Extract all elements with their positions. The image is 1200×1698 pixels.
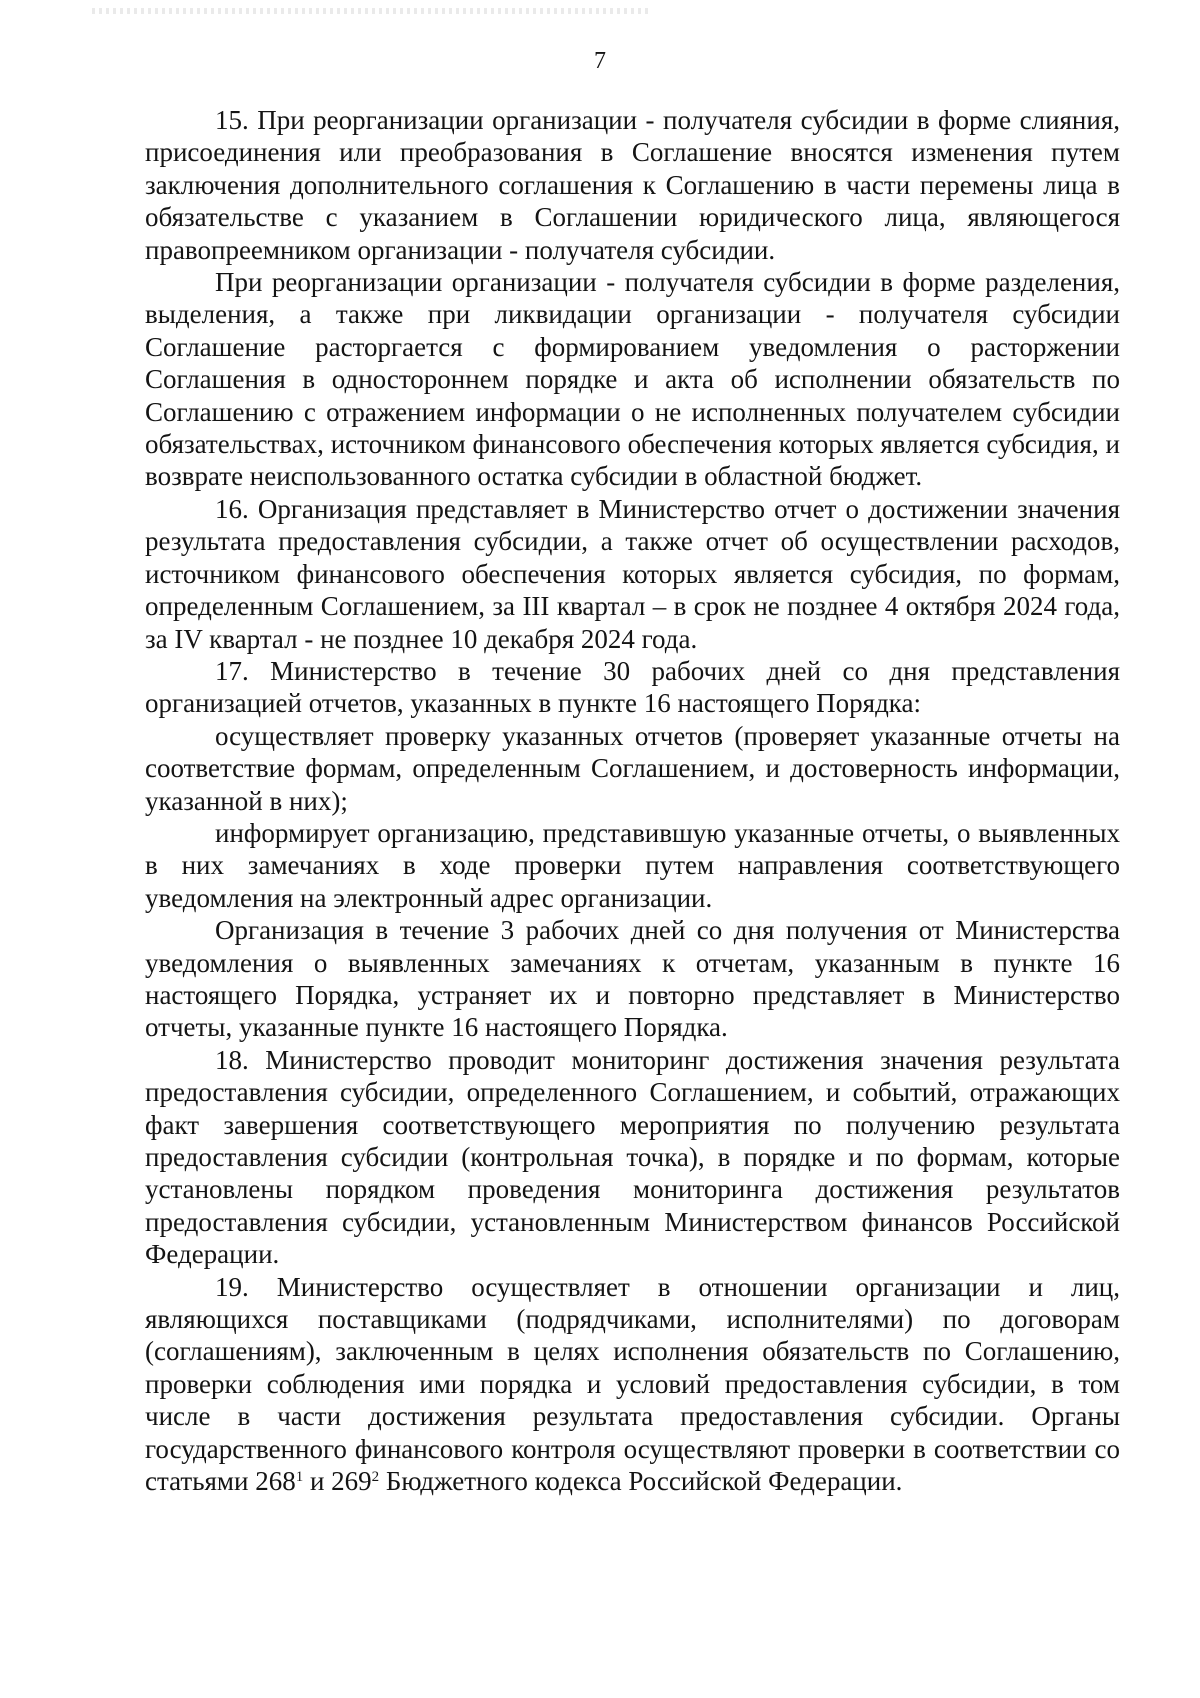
paragraph-17-item-check: осуществляет проверку указанных отчетов (проверяет указанные отчеты на соответствие формам, определенным Соглашением, и достоверность информации, указанной в них); bbox=[145, 720, 1120, 816]
superscript-268: 1 bbox=[295, 1469, 304, 1486]
paragraph-15-continuation: При реорганизации организации - получателя субсидии в форме разделения, выделения, а также при ликвидации организации - получателя субсидии Соглашение расторгается с формированием уведомления о расторжении Соглашения в одностороннем порядке и акта об исполнении обязательств по Соглашению с отражением информации о не исполненных получателем субсидии обязательствах, источником финансового обеспечения которых является субсидия, и возврате неиспользованного остатка субсидии в областной бюджет. bbox=[145, 267, 1120, 492]
superscript-269: 2 bbox=[371, 1469, 380, 1486]
scan-artifact bbox=[92, 8, 652, 14]
paragraph-18: 18. Министерство проводит мониторинг достижения значения результата предоставления субсидии, определенного Соглашением, и событий, отражающих факт завершения соответствующего мероприятия по получению результата предоставления субсидии (контрольная точка), в порядке и по формам, которые установлены порядком проведения мониторинга достижения результатов предоставления субсидии, установленным Министерством финансов Российской Федерации. bbox=[145, 1044, 1120, 1270]
page-number: 7 bbox=[594, 48, 606, 74]
paragraph-16: 16. Организация представляет в Министерство отчет о достижении значения результата предоставления субсидии, а также отчет об осуществлении расходов, источником финансового обеспечения которых является субсидия, по формам, определенным Соглашением, за III квартал – в срок не позднее 4 октября 2024 года, за IV квартал - не позднее 10 декабря 2024 года. bbox=[145, 493, 1120, 654]
paragraph-17-correction: Организация в течение 3 рабочих дней со дня получения от Министерства уведомления о выявленных замечаниях к отчетам, указанным в пункте 16 настоящего Порядка, устраняет их и повторно представляет в Министерство отчеты, указанные пункте 16 настоящего Порядка. bbox=[145, 915, 1120, 1043]
paragraph-19 bbox=[145, 1271, 1120, 1498]
paragraph-17-item-inform: информирует организацию, представившую указанные отчеты, о выявленных в них замечаниях в ходе проверки путем направления соответствующего уведомления на электронный адрес организации. bbox=[145, 817, 1120, 913]
paragraph-19-text-middle: и 269 bbox=[303, 1466, 372, 1497]
paragraph-19-text-end: Бюджетного кодекса Российской Федерации. bbox=[379, 1466, 903, 1497]
paragraph-15: 15. При реорганизации организации - получателя субсидии в форме слияния, присоединения или преобразования в Соглашение вносятся изменения путем заключения дополнительного соглашения к Соглашению в части перемены лица в обязательстве с указанием в Соглашении юридического лица, являющегося правопреемником организации - получателя субсидии. bbox=[145, 105, 1120, 265]
paragraph-17: 17. Министерство в течение 30 рабочих дней со дня представления организацией отчетов, указанных в пункте 16 настоящего Порядка: bbox=[145, 655, 1120, 719]
document-body bbox=[145, 104, 1120, 1497]
paragraph-19-text-start: 19. Министерство осуществляет в отношении организации и лиц, являющихся поставщиками (подрядчиками, исполнителями) по договорам (соглашениям), заключенным в целях исполнения обязательств по Соглашению, проверки соблюдения ими порядка и условий предоставления субсидии, в том числе в части достижения результата предоставления субсидии. Органы государственного финансового контроля осуществляют проверки в соответствии со статьями 268 bbox=[145, 1271, 1120, 1497]
